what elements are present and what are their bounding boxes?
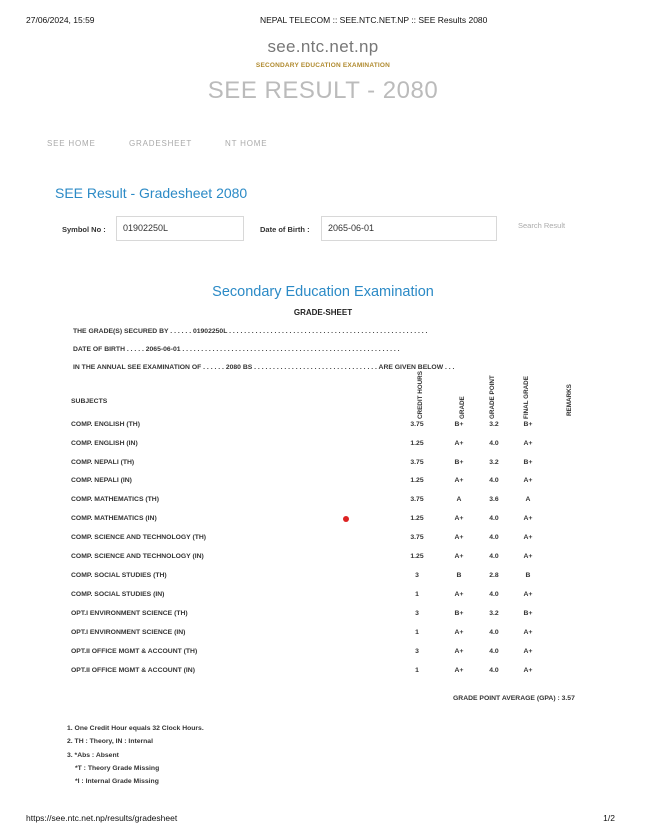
table-row: COMP. SOCIAL STUDIES (TH) 3 B 2.8 B [71,572,531,579]
grade-point-header: GRADE POINT [489,375,496,419]
note-theory-missing: *T : Theory Grade Missing [75,765,160,772]
grade-header: GRADE [459,396,466,419]
table-row: COMP. SCIENCE AND TECHNOLOGY (TH) 3.75 A+ 4.0 A+ [71,534,533,541]
gpa-summary: GRADE POINT AVERAGE (GPA) : 3.57 [453,695,575,702]
site-subtitle: SECONDARY EDUCATION EXAMINATION [255,62,391,69]
nav-gradesheet[interactable]: GRADESHEET [129,139,193,148]
table-row: COMP. NEPALI (IN) 1.25 A+ 4.0 A+ [71,477,533,484]
remarks-header: REMARKS [566,384,573,416]
table-row: OPT.II OFFICE MGMT & ACCOUNT (TH) 3 A+ 4.0 A+ [71,648,533,655]
symbol-input[interactable]: 01902250L [116,216,244,241]
dob-input[interactable]: 2065-06-01 [321,216,497,241]
nav-nt-home[interactable]: NT HOME [225,139,268,148]
print-datetime: 27/06/2024, 15:59 [26,15,95,25]
red-dot-marker [343,516,349,522]
form-title: SEE Result - Gradesheet 2080 [55,185,248,201]
final-grade-header: FINAL GRADE [523,376,530,419]
print-header [26,15,620,27]
note-absent: 3. *Abs : Absent [67,752,119,759]
note-credit-hour: 1. One Credit Hour equals 32 Clock Hours. [67,725,204,732]
search-result-button[interactable]: Search Result [518,221,566,230]
dob-label: Date of Birth : [260,225,310,234]
symbol-label: Symbol No : [62,225,106,234]
nav-see-home[interactable]: SEE HOME [47,139,96,148]
credit-hours-header: CREDIT HOURS [417,371,424,419]
exam-title: Secondary Education Examination [212,284,434,300]
info-line-dob: DATE OF BIRTH . . . . . 2065-06-01 . . . . . . . . . . . . . . . . . . . . . . . . . . . . . . . . . . . . . . . . . . . . . . . . . . . . . . . . . . [73,346,400,353]
table-row: OPT.I ENVIRONMENT SCIENCE (TH) 3 B+ 3.2 B+ [71,610,533,617]
table-row: COMP. MATHEMATICS (TH) 3.75 A 3.6 A [71,496,531,503]
print-page-number: 1/2 [603,813,615,823]
note-th-in: 2. TH : Theory, IN : Internal [67,738,153,745]
site-heading: SEE RESULT - 2080 [207,77,439,104]
site-name: see.ntc.net.np [267,37,379,56]
grade-sheet-title: GRADE-SHEET [293,308,353,317]
table-row: OPT.I ENVIRONMENT SCIENCE (IN) 1 A+ 4.0 A+ [71,629,533,636]
table-row: COMP. MATHEMATICS (IN) 1.25 A+ 4.0 A+ [71,515,533,522]
info-line-secured-by: THE GRADE(S) SECURED BY . . . . . . 01902250L . . . . . . . . . . . . . . . . . . . . . . . . . . . . . . . . . . . . . . . . . . . . . . . . . . . . . [73,328,428,335]
table-row: COMP. NEPALI (TH) 3.75 B+ 3.2 B+ [71,459,533,466]
subjects-header: SUBJECTS [71,398,108,405]
table-row: COMP. SCIENCE AND TECHNOLOGY (IN) 1.25 A+ 4.0 A+ [71,553,533,560]
table-row: OPT.II OFFICE MGMT & ACCOUNT (IN) 1 A+ 4.0 A+ [71,667,533,674]
table-row: COMP. SOCIAL STUDIES (IN) 1 A+ 4.0 A+ [71,591,533,598]
table-row: COMP. ENGLISH (IN) 1.25 A+ 4.0 A+ [71,440,533,447]
info-line-exam: IN THE ANNUAL SEE EXAMINATION OF . . . . . . 2080 BS . . . . . . . . . . . . . . . . . . . . . . . . . . . . . . . . . ARE GIVEN BELOW . . . [73,364,455,371]
print-page-title: NEPAL TELECOM :: SEE.NTC.NET.NP :: SEE Results 2080 [260,15,488,25]
note-internal-missing: *I : Internal Grade Missing [75,778,159,785]
table-row: COMP. ENGLISH (TH) 3.75 B+ 3.2 B+ [71,421,533,428]
print-url: https://see.ntc.net.np/results/gradesheet [26,813,178,823]
